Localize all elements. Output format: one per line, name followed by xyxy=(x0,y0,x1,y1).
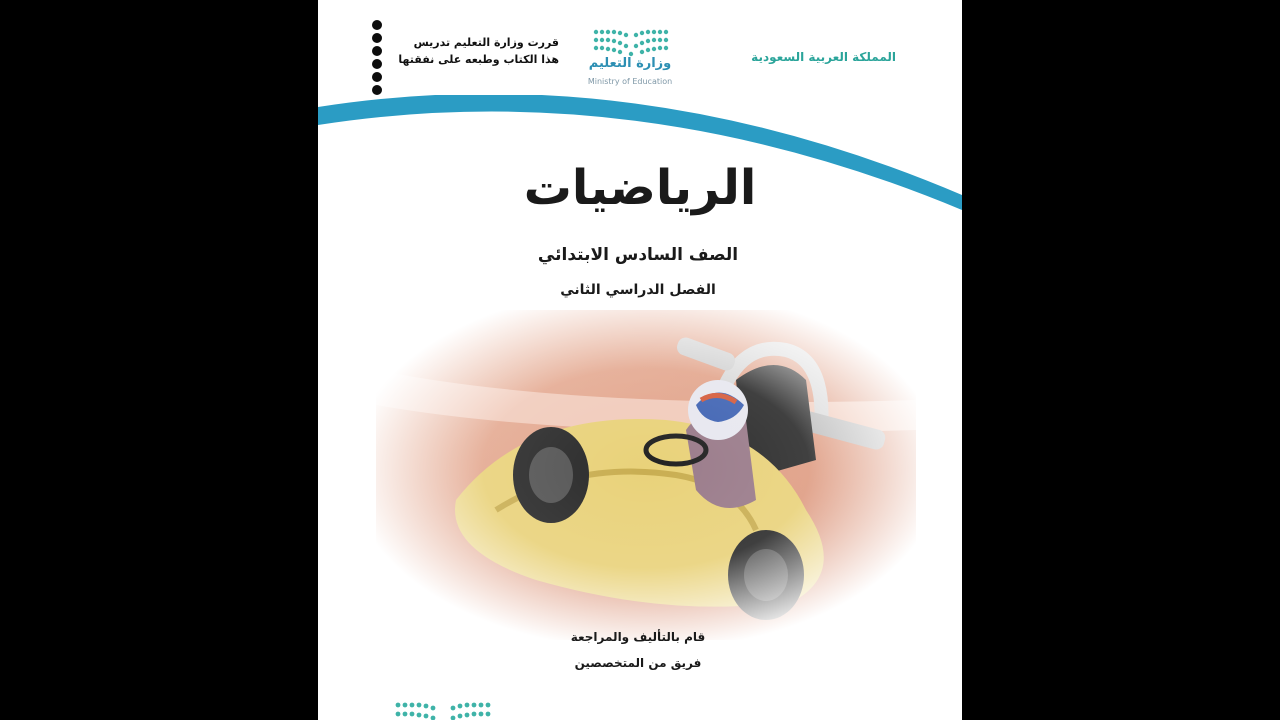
decree-line-1: قررت وزارة التعليم تدريس xyxy=(413,36,559,49)
kingdom-label: المملكة العربية السعودية xyxy=(751,50,896,64)
kart-driver-photo xyxy=(376,310,916,640)
credits-line-2: فريق من المتخصصين xyxy=(574,656,702,670)
ministry-name-english: Ministry of Education xyxy=(587,77,673,86)
ministry-name-arabic: وزارة التعليم xyxy=(588,56,672,71)
decree-line-2: هذا الكتاب وطبعه على نفقتها xyxy=(398,53,559,66)
book-title: الرياضيات xyxy=(523,160,757,216)
credits-line-1: قام بالتأليف والمراجعة xyxy=(570,630,706,644)
grade-label: الصف السادس الابتدائي xyxy=(537,245,739,265)
decree-text xyxy=(384,34,559,68)
term-label: الفصل الدراسي الثاني xyxy=(560,282,716,298)
binding-dots xyxy=(372,20,384,96)
ministry-logo-bottom-icon xyxy=(388,695,498,720)
book-cover-page xyxy=(318,0,962,720)
